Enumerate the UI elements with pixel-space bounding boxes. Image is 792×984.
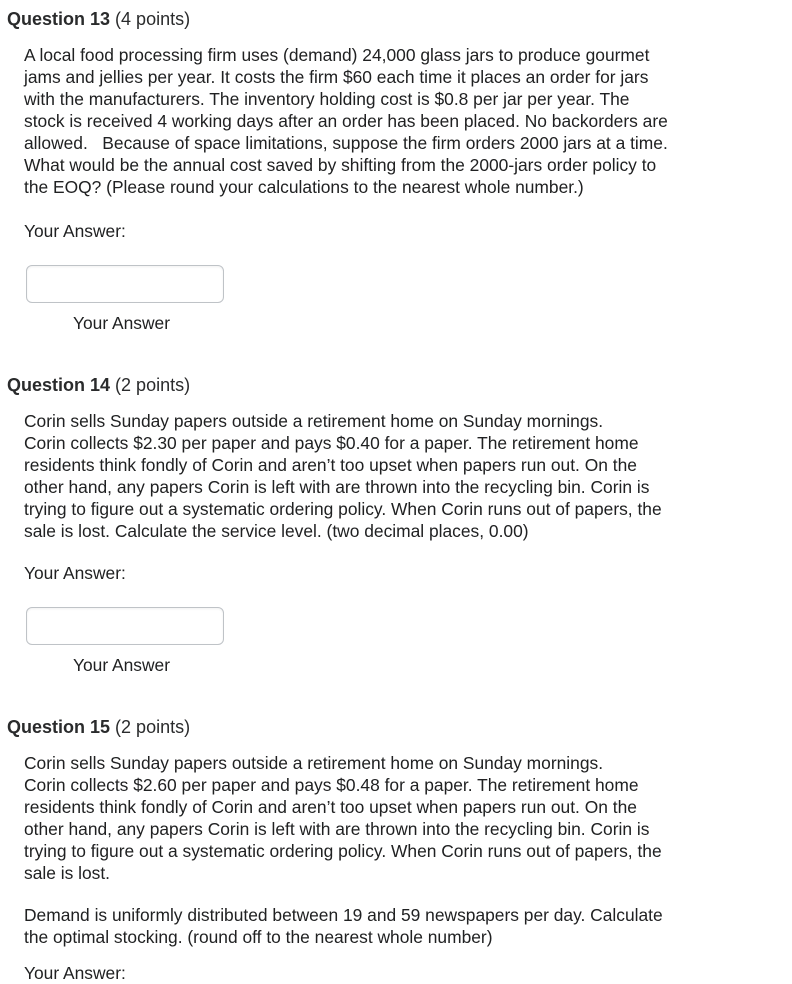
question-15-points: (2 points) (115, 717, 191, 737)
question-text-line: jams and jellies per year. It costs the firm $60 each time it places an order for jars (24, 67, 649, 87)
question-text-line: Corin sells Sunday papers outside a retirement home on Sunday mornings. (24, 753, 604, 773)
question-text-line: stock is received 4 working days after an order has been placed. No backorders are (24, 111, 668, 131)
question-14-answer-caption: Your Answer (73, 655, 170, 675)
question-15-header (7, 716, 190, 738)
question-text-line: A local food processing firm uses (demand) 24,000 glass jars to produce gourmet (24, 45, 650, 65)
question-text-line: residents think fondly of Corin and aren’t too upset when papers run out. On the (24, 455, 637, 475)
question-text-line: other hand, any papers Corin is left with are thrown into the recycling bin. Corin is (24, 819, 650, 839)
question-13-header (7, 8, 190, 30)
question-15-title: Question 15 (7, 717, 111, 737)
question-text-line: with the manufacturers. The inventory holding cost is $0.8 per jar per year. The (24, 89, 630, 109)
question-text-line: trying to figure out a systematic ordering policy. When Corin runs out of papers, the (24, 499, 662, 519)
question-text-line: Corin sells Sunday papers outside a retirement home on Sunday mornings. (24, 411, 604, 431)
question-14-answer-label: Your Answer: (24, 563, 126, 583)
question-text-line: Corin collects $2.30 per paper and pays $0.40 for a paper. The retirement home (24, 433, 639, 453)
question-14-answer-input[interactable] (26, 607, 224, 645)
question-14-header (7, 374, 190, 396)
question-13-title: Question 13 (7, 9, 111, 29)
question-14-text (24, 410, 774, 542)
question-text-line: sale is lost. Calculate the service level. (two decimal places, 0.00) (24, 521, 529, 541)
question-text-line: allowed. Because of space limitations, suppose the firm orders 2000 jars at a time. (24, 133, 668, 153)
question-text-line: residents think fondly of Corin and aren’t too upset when papers run out. On the (24, 797, 637, 817)
question-13-answer-input[interactable] (26, 265, 224, 303)
question-text-line: other hand, any papers Corin is left with are thrown into the recycling bin. Corin is (24, 477, 650, 497)
question-text-line: Corin collects $2.60 per paper and pays $0.48 for a paper. The retirement home (24, 775, 639, 795)
question-text-line: Demand is uniformly distributed between 19 and 59 newspapers per day. Calculate (24, 905, 663, 925)
question-15-text-2 (24, 904, 774, 948)
question-text-line: the optimal stocking. (round off to the nearest whole number) (24, 927, 493, 947)
question-13-text (24, 44, 774, 198)
question-13-points: (4 points) (115, 9, 191, 29)
question-text-line: trying to figure out a systematic ordering policy. When Corin runs out of papers, the (24, 841, 662, 861)
question-text-line: sale is lost. (24, 863, 111, 883)
question-15-text (24, 752, 774, 884)
question-text-line: What would be the annual cost saved by shifting from the 2000-jars order policy to (24, 155, 657, 175)
question-14-title: Question 14 (7, 375, 111, 395)
question-13-answer-label: Your Answer: (24, 221, 126, 241)
question-13-answer-caption: Your Answer (73, 313, 170, 333)
question-15-answer-label: Your Answer: (24, 963, 126, 983)
question-14-points: (2 points) (115, 375, 191, 395)
question-text-line: the EOQ? (Please round your calculations to the nearest whole number.) (24, 177, 584, 197)
